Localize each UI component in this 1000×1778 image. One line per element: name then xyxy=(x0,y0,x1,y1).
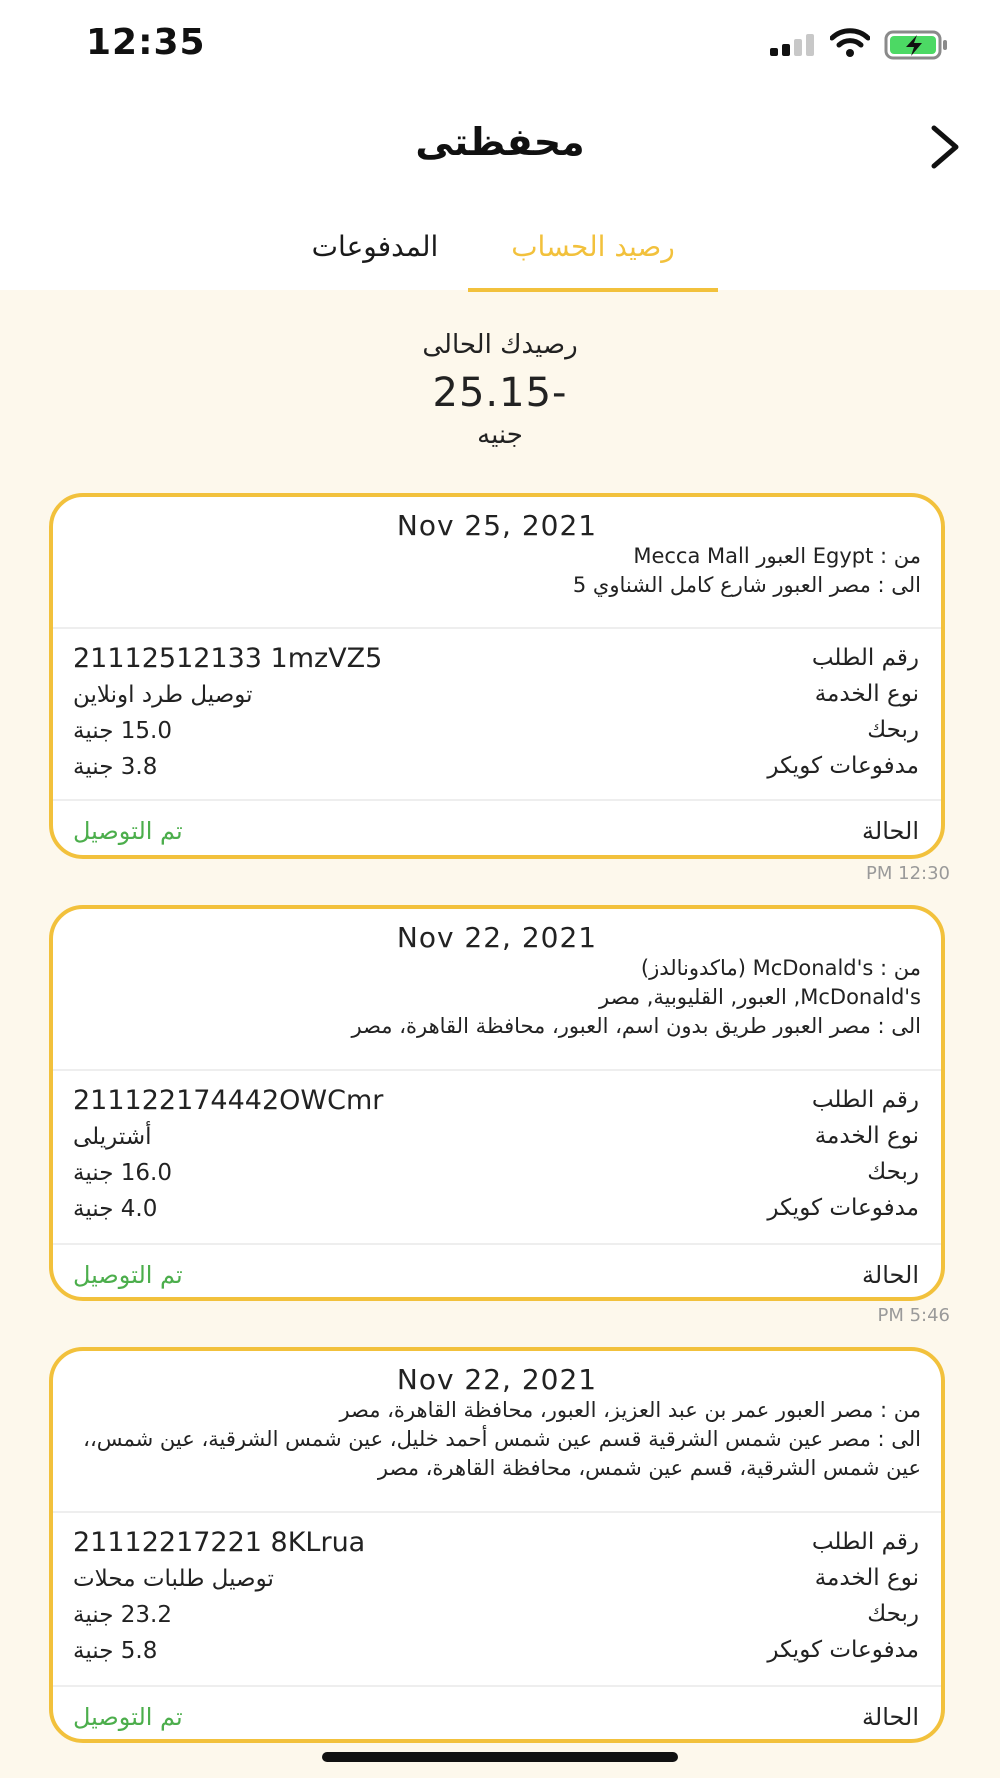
service-type-label: نوع الخدمة xyxy=(814,1123,919,1149)
fees-row xyxy=(53,1635,941,1671)
active-tab-indicator xyxy=(468,288,718,292)
cellular-signal-icon xyxy=(770,34,818,56)
service-type-value: توصيل طلبات محلات xyxy=(73,1566,274,1592)
profit-label: ربحك xyxy=(867,717,919,743)
service-type-row xyxy=(53,1563,941,1599)
status-value: تم التوصيل xyxy=(73,1261,183,1289)
status-label: الحالة xyxy=(862,1261,919,1289)
profit-row xyxy=(53,715,941,751)
order-details xyxy=(53,629,941,801)
header xyxy=(0,90,1000,290)
order-number-label: رقم الطلب xyxy=(811,1529,919,1555)
status-row xyxy=(53,801,941,859)
balance-summary xyxy=(0,330,1000,450)
profit-value: 23.2 جنية xyxy=(73,1602,172,1628)
service-type-label: نوع الخدمة xyxy=(814,1565,919,1591)
order-card-header xyxy=(53,1351,941,1513)
status-label: الحالة xyxy=(862,1703,919,1731)
balance-currency: جنيه xyxy=(477,420,523,450)
fees-value: 5.8 جنية xyxy=(73,1638,158,1664)
service-type-row xyxy=(53,679,941,715)
status-label: الحالة xyxy=(862,817,919,845)
status-row xyxy=(53,1687,941,1743)
order-card[interactable] xyxy=(49,1347,945,1743)
order-date: Nov 22, 2021 xyxy=(396,1363,598,1396)
service-type-value: أشتريلى xyxy=(73,1124,152,1150)
profit-row xyxy=(53,1599,941,1635)
service-type-row xyxy=(53,1121,941,1157)
order-address-line: من : Egypt العبور Mecca Mall xyxy=(633,544,921,568)
profit-value: 16.0 جنية xyxy=(73,1160,172,1186)
order-card[interactable] xyxy=(49,905,945,1301)
balance-label: رصيدك الحالى xyxy=(422,330,578,360)
order-number-label: رقم الطلب xyxy=(811,645,919,671)
status-row xyxy=(53,1245,941,1301)
fees-value: 4.0 جنية xyxy=(73,1196,158,1222)
tab-account-balance[interactable]: رصيد الحساب xyxy=(511,230,675,263)
order-number-value: 21112512133 1mzVZ5 xyxy=(73,643,383,674)
profit-label: ربحك xyxy=(867,1601,919,1627)
back-arrow-icon[interactable] xyxy=(926,122,966,172)
profit-value: 15.0 جنية xyxy=(73,718,172,744)
order-details xyxy=(53,1071,941,1245)
status-value: تم التوصيل xyxy=(73,817,183,845)
order-number-label: رقم الطلب xyxy=(811,1087,919,1113)
balance-amount: 25.15- xyxy=(432,370,568,416)
battery-charging-icon xyxy=(884,30,948,60)
order-number-row xyxy=(53,1085,941,1121)
fees-label: مدفوعات كويكر xyxy=(767,1195,919,1221)
order-number-row xyxy=(53,1527,941,1563)
wifi-icon xyxy=(830,28,870,58)
order-card[interactable] xyxy=(49,493,945,859)
status-time: 12:35 xyxy=(86,22,206,63)
status-value: تم التوصيل xyxy=(73,1703,183,1731)
order-address-line: من : مصر العبور عمر بن عبد العزيز، العبور، محافظة القاهرة، مصر xyxy=(339,1398,921,1422)
order-number-value: 21112217221 8KLrua xyxy=(73,1527,366,1558)
order-address-line: McDonald's, العبور, القليوبية, مصر xyxy=(599,985,921,1009)
order-address-line: الى : مصر عين شمس الشرقية قسم عين شمس أحمد خليل، عين شمس الشرقية، عين شمس،، عين شمس الشرقية، قسم عين شمس، محافظة القاهرة، مصر xyxy=(83,1427,921,1480)
fees-value: 3.8 جنية xyxy=(73,754,158,780)
order-details xyxy=(53,1513,941,1687)
profit-row xyxy=(53,1157,941,1193)
order-address-line: من : McDonald's (ماكدونالدز) xyxy=(640,956,921,980)
status-bar xyxy=(0,0,1000,90)
fees-label: مدفوعات كويكر xyxy=(767,753,919,779)
fees-row xyxy=(53,751,941,787)
order-address-line: الى : مصر العبور شارع كامل الشناوي 5 xyxy=(572,573,921,597)
order-card-header xyxy=(53,497,941,629)
service-type-label: نوع الخدمة xyxy=(814,681,919,707)
order-date: Nov 22, 2021 xyxy=(396,921,598,954)
order-card-header xyxy=(53,909,941,1071)
order-date: Nov 25, 2021 xyxy=(396,509,598,542)
order-timestamp: PM 5:46 xyxy=(877,1305,950,1326)
fees-label: مدفوعات كويكر xyxy=(767,1637,919,1663)
fees-row xyxy=(53,1193,941,1229)
tab-payments[interactable]: المدفوعات xyxy=(311,230,439,263)
order-number-value: 211122174442OWCmr xyxy=(73,1085,384,1116)
profit-label: ربحك xyxy=(867,1159,919,1185)
page-title: محفظتى xyxy=(415,120,585,164)
home-indicator[interactable] xyxy=(322,1752,678,1762)
service-type-value: توصيل طرد اونلاين xyxy=(73,682,253,708)
order-number-row xyxy=(53,643,941,679)
order-address-line: الى : مصر العبور طريق بدون اسم، العبور، محافظة القاهرة، مصر xyxy=(351,1014,921,1038)
order-timestamp: PM 12:30 xyxy=(866,863,950,884)
